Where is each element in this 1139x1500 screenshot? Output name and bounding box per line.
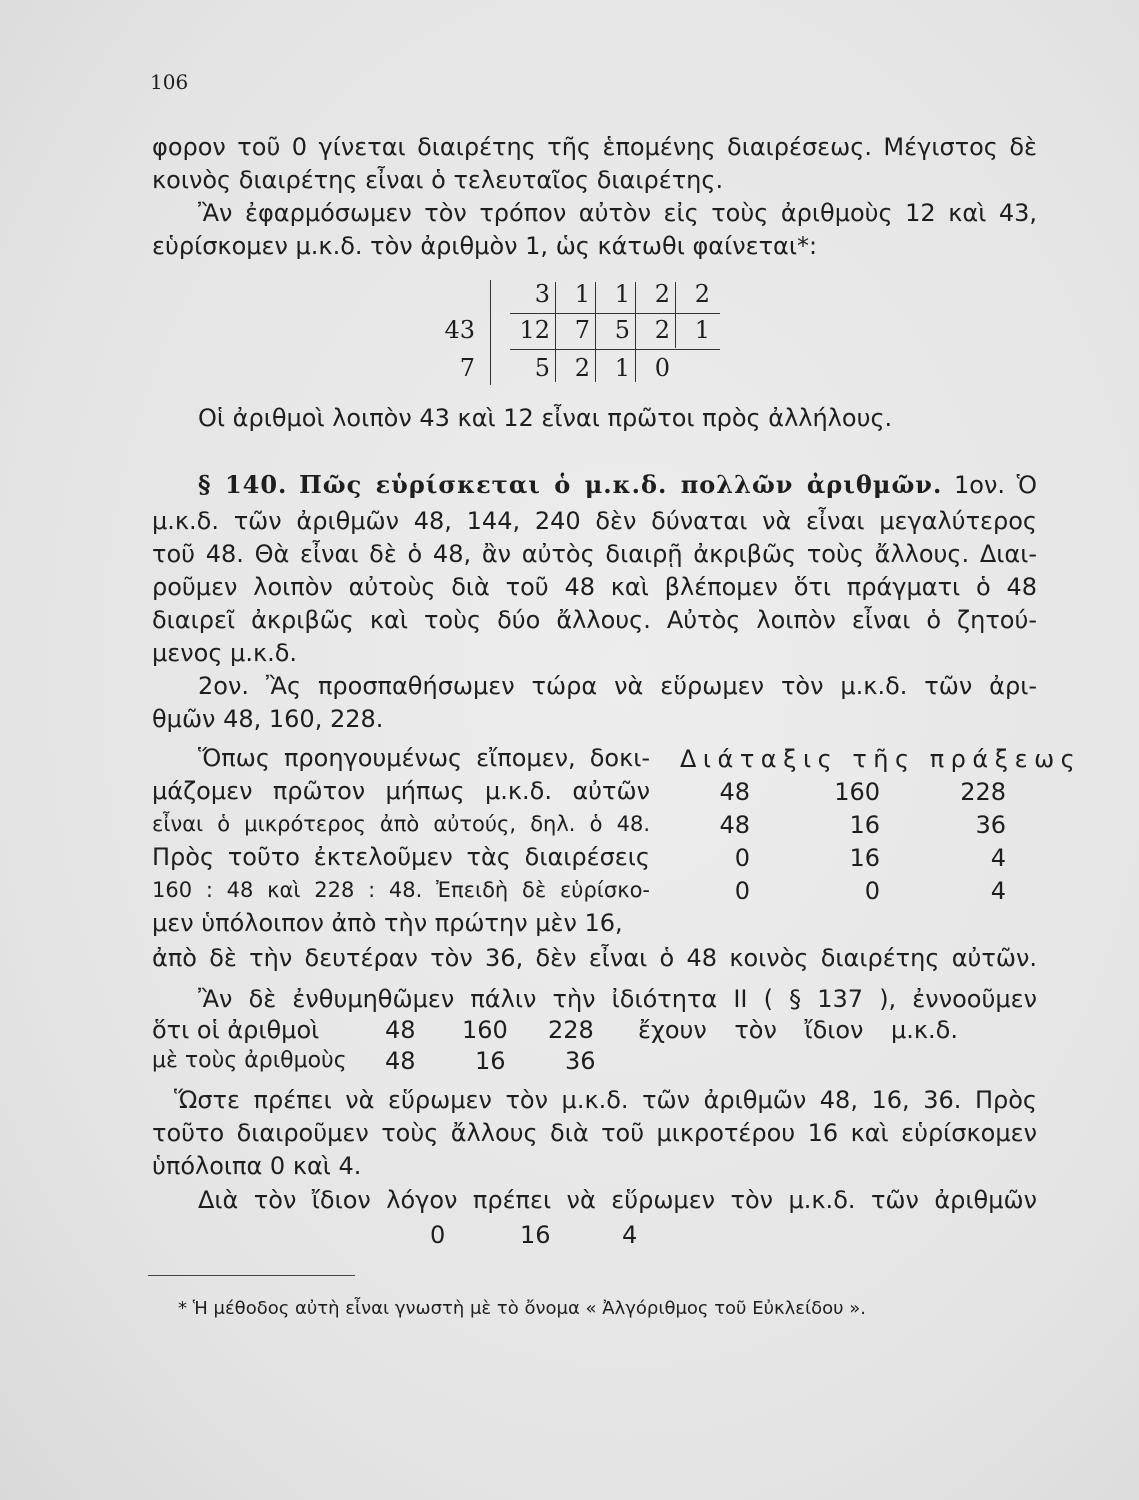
table-cell: 16 (849, 844, 880, 872)
page-number: 106 (150, 70, 189, 94)
divisor-cell: 2 (654, 316, 670, 344)
number: 48 (385, 1016, 416, 1044)
text-line: Ὥστε πρέπει νὰ εὕρωμεν τὸν μ.κ.δ. τῶν ἀριθμῶν 48, 16, 36. Πρὸς (174, 1086, 1037, 1114)
quotient-cell: 2 (694, 280, 710, 308)
text-line: φορον τοῦ 0 γίνεται διαιρέτης τῆς ἑπομένης διαιρέσεως. Μέγιστος δὲ (152, 133, 1037, 161)
text-line: Ἂν δὲ ἐνθυμηθῶμεν πάλιν τὴν ἰδιότητα II ( § 137 ), ἐννοοῦμεν (198, 985, 1037, 1013)
table-rule (675, 282, 676, 348)
table-cell: 36 (975, 811, 1006, 839)
text-line: θμῶν 48, 160, 228. (152, 705, 384, 733)
table-cell: 0 (734, 877, 750, 905)
section-first-words: 1ον. Ὁ (954, 471, 1038, 499)
table-cell: 4 (990, 844, 1006, 872)
text-line: ὑπόλοιπα 0 καὶ 4. (152, 1152, 362, 1180)
footnote-mark: * (178, 1298, 187, 1319)
table-cell: 48 (719, 811, 750, 839)
text-line: μ.κ.δ. τῶν ἀριθμῶν 48, 144, 240 δὲν δύναται νὰ εἶναι μεγαλύτερος (152, 507, 1037, 535)
text-line: μεν ὑπόλοιπον ἀπὸ τὴν πρώτην μὲν 16, (152, 909, 623, 937)
table-cell: 160 (834, 778, 880, 806)
divisor-cell: 5 (614, 316, 630, 344)
remainder-cell: 0 (654, 354, 670, 382)
divisor-cell: 1 (694, 316, 710, 344)
text-fragment: ἔχουν τὸν ἴδιον μ.κ.δ. (638, 1016, 958, 1044)
divisor-cell: 7 (574, 316, 590, 344)
number: 36 (565, 1047, 596, 1075)
footnote-rule (148, 1275, 355, 1276)
text-line: μενος μ.κ.δ. (152, 639, 298, 667)
number: 16 (520, 1221, 551, 1249)
text-line: κοινὸς διαιρέτης εἶναι ὁ τελευταῖος διαιρέτης. (152, 166, 724, 194)
number: 228 (548, 1016, 594, 1044)
divisor-cell: 12 (519, 316, 550, 344)
text-line: Ὅπως προηγουμένως εἴπομεν, δοκι- (198, 744, 650, 772)
number: 160 (462, 1016, 508, 1044)
table-cell: 228 (960, 778, 1006, 806)
table-title: Διάταξις τῆς πράξεως (680, 745, 1082, 773)
table-cell: 4 (990, 877, 1006, 905)
table-cell: 16 (849, 811, 880, 839)
remainder-cell: 5 (534, 354, 550, 382)
quotient-cell: 2 (654, 280, 670, 308)
remainder-cell: 2 (574, 354, 590, 382)
table-cell: 48 (719, 778, 750, 806)
table-rule (635, 282, 636, 382)
quotient-cell: 1 (574, 280, 590, 308)
table-rule (595, 282, 596, 382)
row-label: μὲ τοὺς ἀριθμοὺς (152, 1048, 347, 1073)
table-cell: 0 (734, 844, 750, 872)
remainder-cell: 1 (614, 354, 630, 382)
text-line: τοῦ 48. Θὰ εἶναι δὲ ὁ 48, ἂν αὐτὸς διαιρῇ ἀκριβῶς τοὺς ἄλλους. Διαι- (152, 540, 1037, 568)
table-rule (510, 313, 720, 314)
euclid-algorithm-table (430, 280, 730, 385)
number: 16 (475, 1047, 506, 1075)
text-line: εὑρίσκομεν μ.κ.δ. τὸν ἀριθμὸν 1, ὡς κάτωθι φαίνεται*: (152, 232, 818, 260)
quotient-cell: 3 (534, 280, 550, 308)
divisor-cell: 43 (444, 316, 475, 344)
row-label: ὅτι οἱ ἀριθμοὶ (152, 1016, 320, 1044)
text-line: Οἱ ἀριθμοὶ λοιπὸν 43 καὶ 12 εἶναι πρῶτοι πρὸς ἀλλήλους. (198, 404, 893, 432)
text-line: ἀπὸ δὲ τὴν δευτέραν τὸν 36, δὲν εἶναι ὁ 48 κοινὸς διαιρέτης αὐτῶν. (152, 944, 1037, 972)
text-line: ροῦμεν λοιπὸν αὐτοὺς διὰ τοῦ 48 καὶ βλέπομεν ὅτι πράγματι ὁ 48 (152, 573, 1037, 601)
table-rule (555, 282, 556, 382)
number: 48 (385, 1047, 416, 1075)
text-line: 160 : 48 καὶ 228 : 48. Ἐπειδὴ δὲ εὑρίσκο- (152, 878, 650, 902)
text-line: μάζομεν πρῶτον μήπως μ.κ.δ. αὐτῶν (152, 777, 650, 805)
quotient-cell: 1 (614, 280, 630, 308)
section-title: Πῶς εὑρίσκεται ὁ μ.κ.δ. πολλῶν ἀριθμῶν. (299, 470, 943, 499)
text-line: εἶναι ὁ μικρότερος ἀπὸ αὐτούς, δηλ. ὁ 48. (152, 812, 650, 836)
table-cell: 0 (864, 877, 880, 905)
table-rule (490, 280, 491, 385)
number: 0 (430, 1221, 446, 1249)
remainder-cell: 7 (459, 354, 475, 382)
section-number: § 140. (198, 470, 288, 499)
number: 4 (622, 1221, 638, 1249)
footnote (178, 1298, 866, 1319)
text-line: τοῦτο διαιροῦμεν τοὺς ἄλλους διὰ τοῦ μικροτέρου 16 καὶ εὑρίσκομεν (152, 1119, 1037, 1147)
text-line: Πρὸς τοῦτο ἐκτελοῦμεν τὰς διαιρέσεις (152, 843, 650, 871)
table-rule (510, 349, 720, 350)
text-line: διαιρεῖ ἀκριβῶς καὶ τοὺς δύο ἄλλους. Αὐτὸς λοιπὸν εἶναι ὁ ζητού- (152, 606, 1037, 634)
text-line: Διὰ τὸν ἴδιον λόγον πρέπει νὰ εὕρωμεν τὸν μ.κ.δ. τῶν ἀριθμῶν (198, 1186, 1037, 1214)
text-line: Ἂν ἐφαρμόσωμεν τὸν τρόπον αὐτὸν εἰς τοὺς ἀριθμοὺς 12 καὶ 43, (198, 199, 1037, 227)
footnote-text: Ἡ μέθοδος αὐτὴ εἶναι γνωστὴ μὲ τὸ ὄνομα « Ἀλγόριθμος τοῦ Εὐκλείδου ». (192, 1298, 866, 1319)
text-line: 2ον. Ἂς προσπαθήσωμεν τώρα νὰ εὕρωμεν τὸν μ.κ.δ. τῶν ἀρι- (198, 672, 1037, 700)
section-heading (198, 470, 1037, 500)
